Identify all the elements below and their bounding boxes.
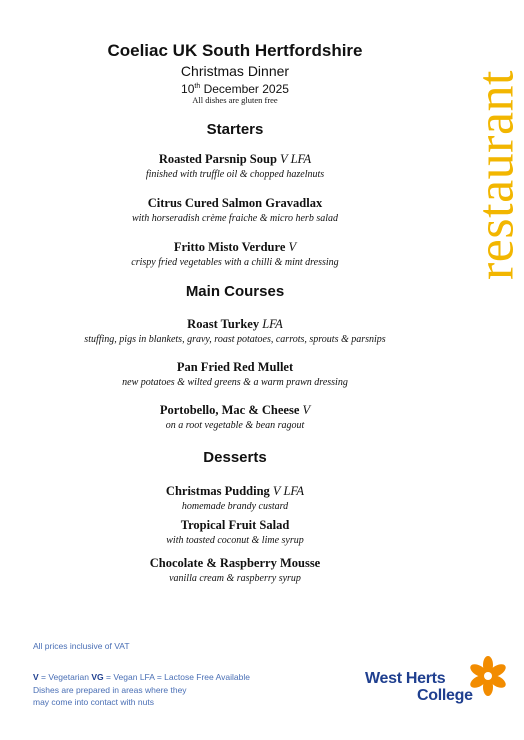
dish-item <box>0 556 470 585</box>
event-date: 10th December 2025 <box>181 82 289 96</box>
dish-name: Fritto Misto Verdure <box>173 240 286 254</box>
dietary-legend: V = Vegetarian VG = Vegan LFA = Lactose Free Available <box>33 672 250 682</box>
dish-description: stuffing, pigs in blankets, gravy, roast potatoes, carrots, sprouts & parsnips <box>84 334 386 345</box>
dish-name: Pan Fried Red Mullet <box>176 360 294 374</box>
dish-name: Tropical Fruit Salad <box>180 518 290 532</box>
section-title-mains: Main Courses <box>185 283 285 300</box>
dish-tag: V <box>299 403 311 417</box>
restaurant-wordmark: restaurant <box>467 69 524 281</box>
event-title: Christmas Dinner <box>180 63 290 79</box>
dish-description: finished with truffle oil & chopped hazelnuts <box>145 169 325 180</box>
restaurant-brand <box>467 0 524 350</box>
dish-item <box>0 360 470 389</box>
dish-description: on a root vegetable & bean ragout <box>165 420 305 431</box>
organization-title: Coeliac UK South Hertfordshire <box>107 41 363 60</box>
dish-description: crispy fried vegetables with a chilli & mint dressing <box>131 257 339 268</box>
dish-item <box>0 240 470 269</box>
dish-tag: V LFA <box>276 152 312 166</box>
gluten-free-note: All dishes are gluten free <box>192 95 278 105</box>
dish-name: Chocolate & Raspberry Mousse <box>149 556 321 570</box>
dish-name: Citrus Cured Salmon Gravadlax <box>147 196 323 210</box>
dish-item <box>0 403 470 432</box>
starburst-logo-icon <box>468 656 508 696</box>
dish-name: Portobello, Mac & Cheese <box>159 403 300 417</box>
section-title-starters: Starters <box>206 121 264 138</box>
dish-tag: LFA <box>259 317 283 331</box>
dish-item <box>0 196 470 225</box>
dish-description: homemade brandy custard <box>181 501 289 512</box>
west-herts-college-logo <box>365 656 515 712</box>
allergen-note: Dishes are prepared in areas where they may come into contact with nuts <box>33 685 187 707</box>
dish-item <box>0 484 470 513</box>
dish-tag: V <box>285 240 297 254</box>
dish-item <box>0 152 470 181</box>
logo-wordmark: West Herts College <box>365 670 473 704</box>
dish-name: Roasted Parsnip Soup <box>158 152 277 166</box>
vat-note: All prices inclusive of VAT <box>33 641 130 651</box>
dish-tag: V LFA <box>269 484 305 498</box>
section-title-desserts: Desserts <box>203 449 267 466</box>
dish-description: vanilla cream & raspberry syrup <box>169 573 301 584</box>
dish-item <box>0 317 470 346</box>
dish-description: with horseradish crème fraiche & micro herb salad <box>131 213 338 224</box>
dish-name: Roast Turkey <box>187 317 260 331</box>
dish-description: new potatoes & wilted greens & a warm prawn dressing <box>122 377 348 388</box>
dish-description: with toasted coconut & lime syrup <box>166 535 304 546</box>
dish-item <box>0 518 470 547</box>
dish-name: Christmas Pudding <box>165 484 270 498</box>
